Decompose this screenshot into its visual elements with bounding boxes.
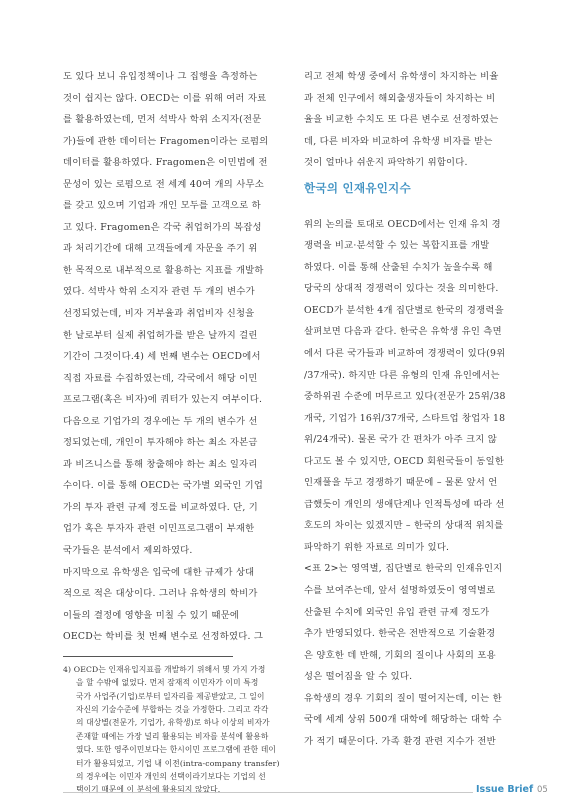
text-line: 당국의 상대적 경쟁력이 있다는 것을 의미한다. <box>304 283 499 295</box>
text-line: 마지막으로 유학생은 입국에 대한 규제가 상대 <box>63 566 255 578</box>
text-line: OECD가 분석한 4개 집단별로 한국의 경쟁력을 <box>304 304 504 316</box>
left-column <box>63 66 298 797</box>
text-line: 데이터를 활용하였다. Fragomen은 이민법에 전 <box>63 157 268 169</box>
text-line: 업가 혹은 투자자 관련 이민프로그램이 부재한 <box>63 523 255 535</box>
text-line: /37개국). 하지만 다른 유형의 인재 유인에서는 <box>304 369 500 381</box>
text-line: 데, 다른 비자와 비교하여 유학생 비자를 받는 <box>304 135 493 147</box>
footnote-line: 택이기 때문에 이 분석에 활용되지 않았다. <box>76 785 221 795</box>
text-line: 중하위권 수준에 머무르고 있다(전문가 25위/38 <box>304 391 506 403</box>
text-line: 국가들은 분석에서 제외하였다. <box>63 545 193 557</box>
issue-brief-label: Issue Brief <box>476 784 534 795</box>
text-line: 다음으로 기업가의 경우에는 두 개의 변수가 선 <box>63 415 258 427</box>
text-line: 한 날로부터 실제 취업허가를 받은 날까지 걸린 <box>63 329 258 341</box>
footnote-line: 의 대상별(전문가, 기업가, 유학생)로 하나 이상의 비자가 <box>76 718 270 728</box>
text-line: 것이 쉽지는 않다. OECD는 이를 위해 여러 자료 <box>63 92 267 104</box>
text-line: 였다. 석박사 학위 소지자 관련 두 개의 변수가 <box>63 286 255 298</box>
text-line: 위의 논의를 토대로 OECD에서는 인재 유치 경 <box>304 218 501 230</box>
text-line: 를 활용하였는데, 먼저 석박사 학위 소지자(전문 <box>63 114 262 126</box>
text-line: 가)들에 관한 데이터는 Fragomen이라는 로펌의 <box>63 135 269 147</box>
text-line: 율을 비교한 수치도 또 다른 변수로 선정하였는 <box>304 114 499 126</box>
text-line: 국에 세계 상위 500개 대학에 해당하는 대학 수 <box>304 714 502 726</box>
footnote-line: 의 경우에는 이민자 개인의 선택이라기보다는 기업의 선 <box>76 771 266 781</box>
footnote-line: 국가 사업주(기업)로부터 일자리를 제공받았고, 그 일이 <box>76 691 265 701</box>
footnote-line: 존재할 때에는 가장 널리 활용되는 비자를 분석에 활용하 <box>76 731 269 741</box>
text-line: OECD는 학비를 첫 번째 변수로 선정하였다. 그 <box>63 631 264 643</box>
text-line: 과 전체 인구에서 해외출생자들이 차지하는 비 <box>304 92 496 104</box>
text-line: 기간이 그것이다.4) 세 번째 변수는 OECD에서 <box>63 351 261 363</box>
text-line: 리고 전체 학생 중에서 유학생이 차지하는 비율 <box>304 71 499 82</box>
section-heading: 한국의 인재유인지수 <box>304 180 411 195</box>
footnote <box>63 663 298 797</box>
footnote-line: 였다. 또한 영주이민보다는 한시이민 프로그램에 관한 데이 <box>76 745 276 755</box>
footer-rule <box>63 792 473 793</box>
text-line: 과 처리기간에 대해 고객들에게 자문을 주기 위 <box>63 243 258 255</box>
text-line: 정되었는데, 개인이 투자해야 하는 최소 자본금 <box>63 437 258 449</box>
text-line: 추가 반영되었다. 한국은 전반적으로 기술환경 <box>304 628 496 640</box>
text-line: 가의 투자 관련 규제 정도를 비교하였다. 단, 기 <box>63 501 259 513</box>
text-line: 파악하기 위한 자료로 의미가 있다. <box>304 541 450 553</box>
text-line: 에서 다른 국가들과 비교하여 경쟁력이 있다(9위 <box>304 348 506 360</box>
text-line: 선정되었는데, 비자 거부율과 취업비자 신청을 <box>63 308 255 320</box>
text-line: 은 양호한 데 반해, 기회의 질이나 사회의 포용 <box>304 649 496 661</box>
text-line: <표 2>는 영역별, 집단별로 한국의 인재유인지 <box>304 563 503 575</box>
text-line: 도 있다 보니 유입정책이나 그 집행을 측정하는 <box>63 71 258 82</box>
footnote-line: 을 할 수밖에 없었다. 먼저 잠재적 이민자가 이미 특정 <box>76 678 259 688</box>
text-line: 살펴보면 다음과 같다. 한국은 유학생 유인 측면 <box>304 326 502 338</box>
text-line: 산출된 수치에 외국인 유입 관련 규제 정도가 <box>304 606 490 618</box>
text-line: 가 적기 때문이다. 가족 환경 관련 지수가 전반 <box>304 735 496 747</box>
text-line: 수이다. 이를 통해 OECD는 국가별 외국인 기업 <box>63 480 264 492</box>
text-line: 과 비즈니스를 통해 창출해야 하는 최소 일자리 <box>63 458 258 470</box>
text-line: 직접 자료를 수집하였는데, 각국에서 해당 이민 <box>63 372 258 384</box>
text-line: 를 갖고 있으며 기업과 개인 모두를 고객으로 하 <box>63 200 261 212</box>
footnote-line: 터가 활용되었고, 기업 내 이전(intra-company transfer) <box>76 758 280 768</box>
right-intro-text <box>304 66 539 174</box>
footnote-divider <box>63 656 233 657</box>
text-line: 유학생의 경우 기회의 질이 떨어지는데, 이는 한 <box>304 692 502 704</box>
text-line: 성은 떨어짐을 알 수 있다. <box>304 671 413 683</box>
text-line: 이들의 결정에 영향을 미칠 수 있기 때문에 <box>63 609 240 621</box>
text-line: 것이 얼마나 쉬운지 파악하기 위함이다. <box>304 157 468 169</box>
text-line: 프로그램(혹은 비자)에 쿼터가 있는지 여부이다. <box>63 394 263 406</box>
left-body-text <box>63 66 298 648</box>
text-line: 한 목적으로 내부적으로 활용하는 지표를 개발하 <box>63 264 264 276</box>
text-line: 호도의 차이는 있겠지만 – 한국의 상대적 위치를 <box>304 520 504 532</box>
text-line: 다고도 볼 수 있지만, OECD 회원국들이 동일한 <box>304 455 505 467</box>
footnote-line: 자신의 기술수준에 부합하는 것을 가정한다. 그리고 각각 <box>76 704 269 714</box>
page-number: 05 <box>537 785 548 795</box>
text-line: 하였다. 이를 통해 산출된 수치가 높을수록 해 <box>304 261 493 273</box>
right-column <box>304 66 539 752</box>
text-line: 적으로 적은 대상이다. 그러나 유학생의 학비가 <box>63 588 258 600</box>
text-line: 쟁력을 비교·분석할 수 있는 복합지표를 개발 <box>304 240 490 252</box>
text-line: 고 있다. Fragomen은 각국 취업허가의 복잡성 <box>63 221 262 233</box>
right-body-text <box>304 214 539 753</box>
text-line: 개국, 기업가 16위/37개국, 스타트업 창업자 18 <box>304 412 506 424</box>
footnote-line: 4) OECD는 인재유입지표를 개발하기 위해서 몇 가지 가정 <box>63 664 266 674</box>
text-line: 수를 보여주는데, 앞서 설명하였듯이 영역별로 <box>304 585 496 597</box>
text-line: 위/24개국). 물론 국가 간 편차가 아주 크지 않 <box>304 434 497 446</box>
text-line: 급했듯이 개인의 생애단계나 인적특성에 따라 선 <box>304 498 505 510</box>
text-line: 인재풀을 두고 경쟁하기 때문에 – 물론 앞서 언 <box>304 477 498 489</box>
text-line: 문성이 있는 로펌으로 전 세계 40여 개의 사무소 <box>63 178 264 190</box>
